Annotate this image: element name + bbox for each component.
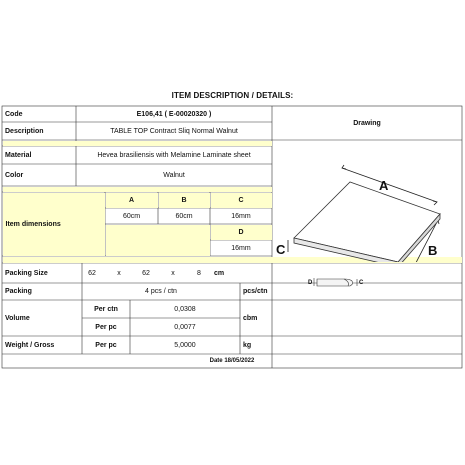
date-label: Date 18/05/2022 [209, 358, 255, 364]
description-label: Description [5, 127, 44, 135]
dim-b-header: B [159, 193, 210, 208]
color-value: Walnut [163, 171, 185, 179]
volume-label: Volume [5, 314, 30, 322]
dim-empty [106, 225, 210, 256]
material-label: Material [5, 151, 32, 159]
packing-size-label: Packing Size [5, 269, 48, 277]
spacer-row [3, 141, 272, 146]
edge-c-label: C [359, 280, 364, 286]
packing-size-d: 8 [197, 269, 201, 277]
dim-d-header: D [211, 225, 272, 240]
code-label: Code [5, 110, 23, 118]
dimension-b-label: B [428, 243, 438, 258]
volume-per-ctn-value: 0,0308 [174, 305, 196, 313]
packing-label: Packing [5, 288, 32, 295]
edge-d-label: D [308, 280, 313, 286]
dimension-a-label: A [379, 178, 389, 193]
volume-per-pc-value: 0,0077 [174, 323, 196, 331]
weight-per-pc-label: Per pc [95, 341, 117, 349]
edge-profile-shape [314, 278, 357, 286]
table-top-shape [294, 182, 440, 262]
spacer-row [3, 187, 272, 192]
dim-a-header: A [106, 193, 158, 208]
weight-value: 5,0000 [174, 341, 196, 349]
dimension-c-label: C [276, 242, 286, 257]
packing-size-h: 62 [142, 269, 150, 277]
page-title: ITEM DESCRIPTION / DETAILS: [171, 91, 294, 100]
volume-unit: cbm [243, 314, 258, 322]
packing-size-unit: cm [213, 269, 225, 277]
drawing-label: Drawing [353, 119, 381, 127]
color-label: Color [5, 171, 24, 179]
dim-c-header: C [211, 193, 272, 208]
volume-per-pc-label: Per pc [95, 323, 117, 331]
dim-d-value: 16mm [231, 244, 251, 252]
weight-unit: kg [243, 341, 252, 349]
description-value: TABLE TOP Contract Sliq Normal Walnut [110, 127, 238, 135]
item-dimensions-label: Item dimensions [3, 193, 105, 256]
weight-label: Weight / Gross [5, 341, 55, 349]
code-value: E106,41 ( E-00020320 ) [136, 110, 212, 118]
packing-unit: pcs/ctn [243, 288, 268, 295]
material-value: Hevea brasiliensis with Melamine Laminate sheet [97, 151, 251, 159]
packing-size-x1: x [117, 269, 121, 277]
dim-b-value: 60cm [175, 212, 193, 220]
dim-a-value: 60cm [122, 212, 141, 220]
packing-value: 4 pcs / ctn [145, 288, 177, 295]
table-top-drawing [272, 140, 460, 262]
packing-size-w: 62 [88, 269, 96, 277]
packing-size-x2: x [171, 269, 175, 277]
volume-per-ctn-label: Per ctn [94, 305, 118, 313]
edge-profile-drawing [300, 270, 370, 296]
dim-c-value: 16mm [231, 212, 251, 220]
